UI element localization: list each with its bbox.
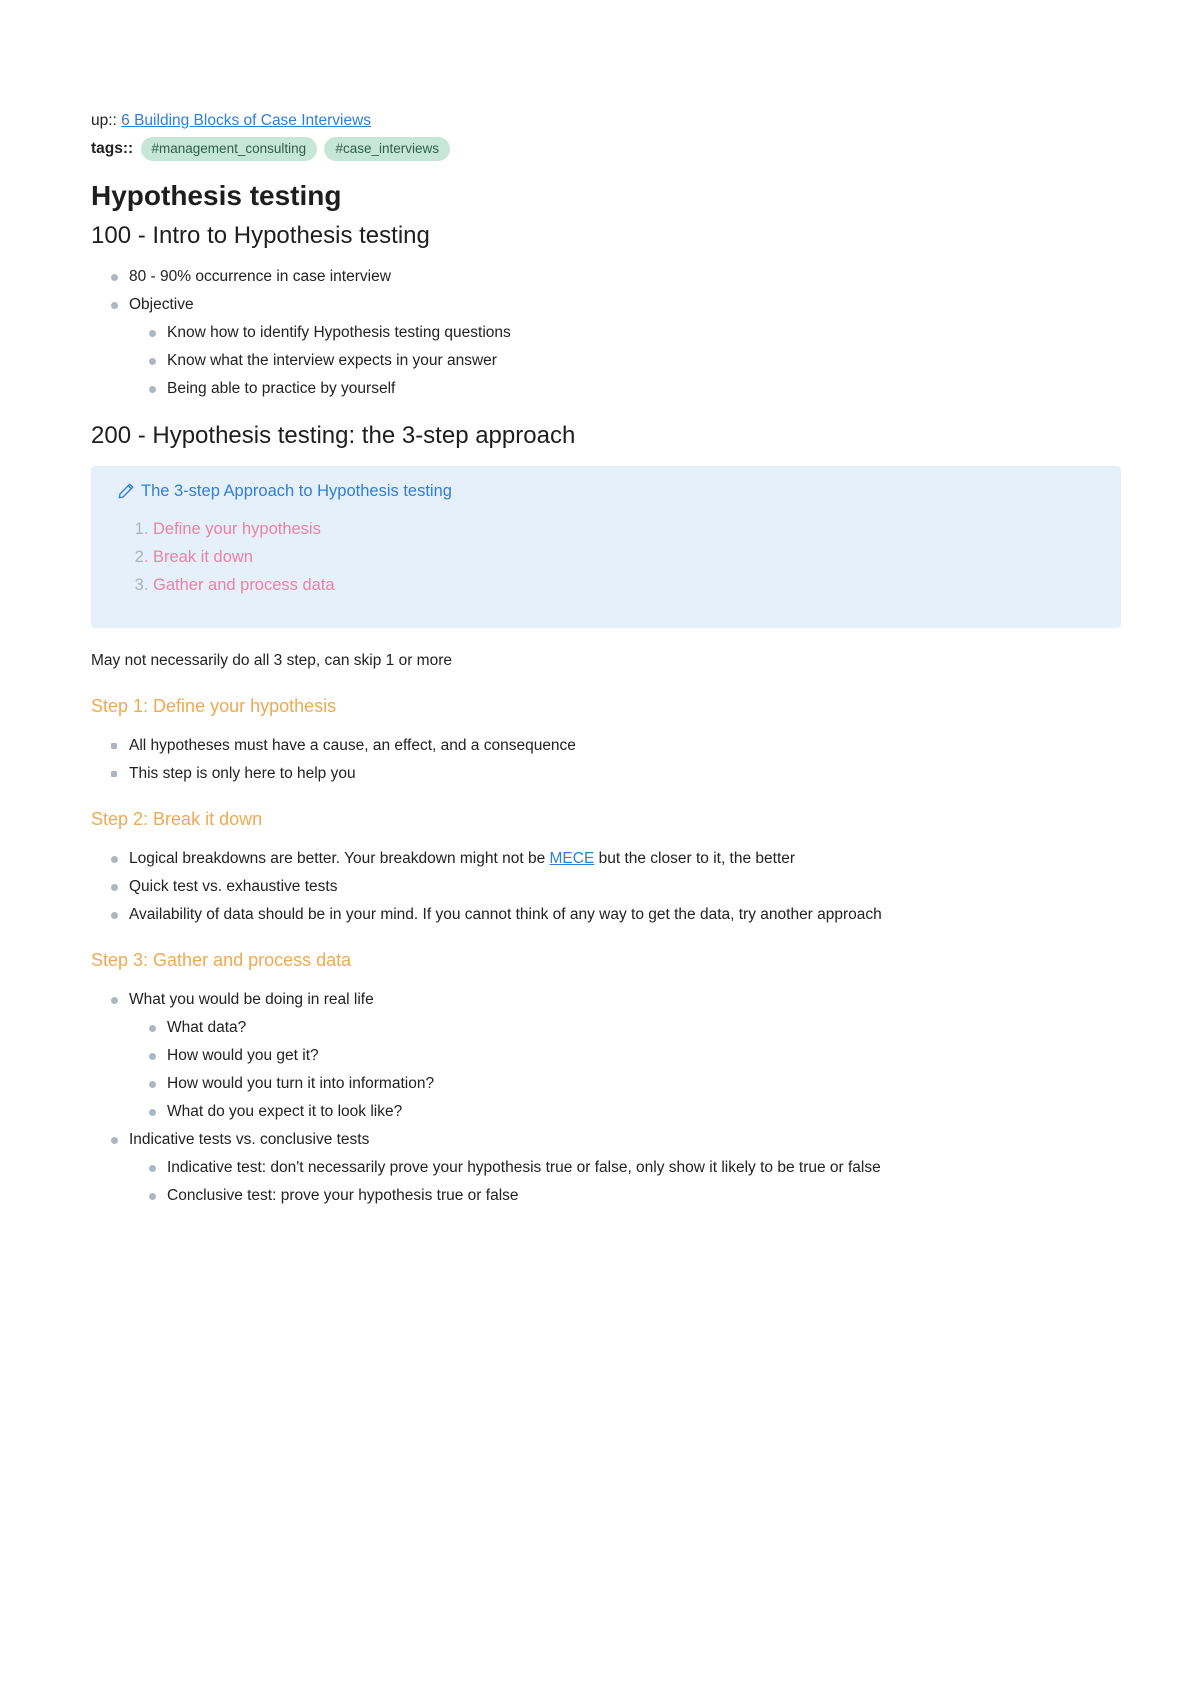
list-item: How would you turn it into information? xyxy=(167,1073,1121,1095)
tags-key: tags:: xyxy=(91,140,134,157)
section-200-heading: 200 - Hypothesis testing: the 3-step approach xyxy=(91,422,576,449)
section-100-list xyxy=(91,266,1121,400)
step-3-list xyxy=(91,989,1121,1207)
mece-link[interactable]: MECE xyxy=(549,850,595,867)
callout-step: 1. Define your hypothesis xyxy=(153,518,1095,540)
step-2-list xyxy=(91,848,1121,926)
list-item: Conclusive test: prove your hypothesis true or false xyxy=(167,1185,1121,1207)
list-item-label: Indicative tests vs. conclusive tests xyxy=(129,1131,370,1148)
list-item-tests xyxy=(129,1129,1121,1207)
list-item: All hypotheses must have a cause, an effect, and a consequence xyxy=(129,735,1121,757)
list-item: How would you get it? xyxy=(167,1045,1121,1067)
step-1-heading: Step 1: Define your hypothesis xyxy=(91,696,337,716)
up-line xyxy=(91,108,1121,134)
tag-management-consulting[interactable]: #management_consulting xyxy=(141,137,318,161)
page-title: Hypothesis testing xyxy=(91,180,342,211)
list-item: This step is only here to help you xyxy=(129,763,1121,785)
callout-title-text: The 3-step Approach to Hypothesis testing xyxy=(141,482,452,500)
list-item-real-life xyxy=(129,989,1121,1123)
objective-sublist xyxy=(129,322,1121,400)
list-item-label: Objective xyxy=(129,296,194,313)
document-page xyxy=(91,108,1121,1213)
real-life-sublist xyxy=(129,1017,1121,1123)
step-1-list xyxy=(91,735,1121,785)
callout-steps-list xyxy=(117,518,1095,596)
step-2-heading: Step 2: Break it down xyxy=(91,809,263,829)
list-item: Know how to identify Hypothesis testing questions xyxy=(167,322,1121,344)
list-item: Indicative test: don't necessarily prove your hypothesis true or false, only show it likely to be true or false xyxy=(167,1157,1121,1179)
approach-callout xyxy=(91,466,1121,628)
mece-text-before: Logical breakdowns are better. Your breakdown might not be xyxy=(129,850,550,867)
callout-title xyxy=(117,480,1095,502)
approach-note: May not necessarily do all 3 step, can skip 1 or more xyxy=(91,652,452,669)
up-key: up:: xyxy=(91,112,117,129)
list-item-objective xyxy=(129,294,1121,400)
list-item: Availability of data should be in your mind. If you cannot think of any way to get the data, try another approach xyxy=(129,904,1121,926)
list-item: 80 - 90% occurrence in case interview xyxy=(129,266,1121,288)
list-item: Quick test vs. exhaustive tests xyxy=(129,876,1121,898)
up-link[interactable]: 6 Building Blocks of Case Interviews xyxy=(121,112,372,129)
section-100-heading: 100 - Intro to Hypothesis testing xyxy=(91,222,430,249)
list-item: Know what the interview expects in your answer xyxy=(167,350,1121,372)
list-item-label: What you would be doing in real life xyxy=(129,991,374,1008)
list-item-mece xyxy=(129,848,1121,870)
callout-step: 2. Break it down xyxy=(153,546,1095,568)
tag-case-interviews[interactable]: #case_interviews xyxy=(324,137,450,161)
step-3-heading: Step 3: Gather and process data xyxy=(91,950,352,970)
tests-sublist xyxy=(129,1157,1121,1207)
callout-step: 3. Gather and process data xyxy=(153,574,1095,596)
tags-line xyxy=(91,136,1121,162)
mece-text-after: but the closer to it, the better xyxy=(594,850,796,867)
list-item: What data? xyxy=(167,1017,1121,1039)
pencil-icon xyxy=(117,482,135,500)
list-item: Being able to practice by yourself xyxy=(167,378,1121,400)
list-item: What do you expect it to look like? xyxy=(167,1101,1121,1123)
